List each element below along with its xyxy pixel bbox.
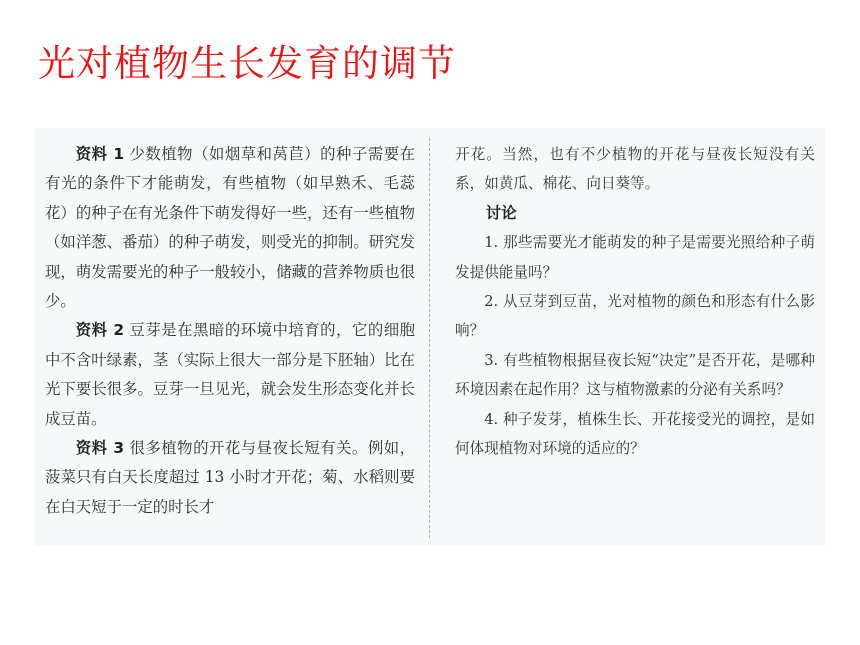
material-text: 豆芽是在黑暗的环境中培育的，它的细胞中不含叶绿素，茎（实际上很大一部分是下胚轴）比在光下要长很多。豆芽一旦见光，就会发生形态变化并长成豆苗。 xyxy=(45,321,415,428)
textbook-scan xyxy=(35,128,825,546)
discussion-heading: 讨论 xyxy=(485,203,517,222)
discussion-question: 1. 那些需要光才能萌发的种子是需要光照给种子萌发提供能量吗？ xyxy=(455,234,815,281)
discussion-question: 4. 种子发芽，植株生长、开花接受光的调控，是如何体现植物对环境的适应的？ xyxy=(455,410,815,458)
material-text: 很多植物的开花与昼夜长短有关。例如，菠菜只有白天长度超过 13 小时才开花；菊、水稻则要在白天短于一定的时长才 xyxy=(45,439,415,516)
discussion-question: 2. 从豆芽到豆苗，光对植物的颜色和形态有什么影响？ xyxy=(455,293,815,340)
material-1 xyxy=(45,140,415,316)
column-divider xyxy=(429,138,430,538)
discussion-question: 3. 有些植物根据昼夜长短“决定”是否开花，是哪种环境因素在起作用？这与植物激素的分泌有关系吗？ xyxy=(455,351,815,399)
material-label: 资料 3 xyxy=(75,439,125,458)
material-2 xyxy=(45,316,415,434)
material-3-continuation: 开花。当然，也有不少植物的开花与昼夜长短没有关系，如黄瓜、棉花、向日葵等。 xyxy=(455,146,815,193)
materials-column xyxy=(45,140,415,522)
discussion-column xyxy=(455,140,815,463)
material-label: 资料 2 xyxy=(75,321,125,340)
material-text: 少数植物（如烟草和莴苣）的种子需要在有光的条件下才能萌发，有些植物（如早熟禾、毛蕊花）的种子在有光条件下萌发得好一些，还有一些植物（如洋葱、番茄）的种子萌发，则受光的抑制。研究发现，萌发需要光的种子一般较小，储藏的营养物质也很少。 xyxy=(45,145,415,311)
material-3 xyxy=(45,434,415,522)
slide-title: 光对植物生长发育的调节 xyxy=(38,42,456,85)
material-label: 资料 1 xyxy=(75,145,125,163)
